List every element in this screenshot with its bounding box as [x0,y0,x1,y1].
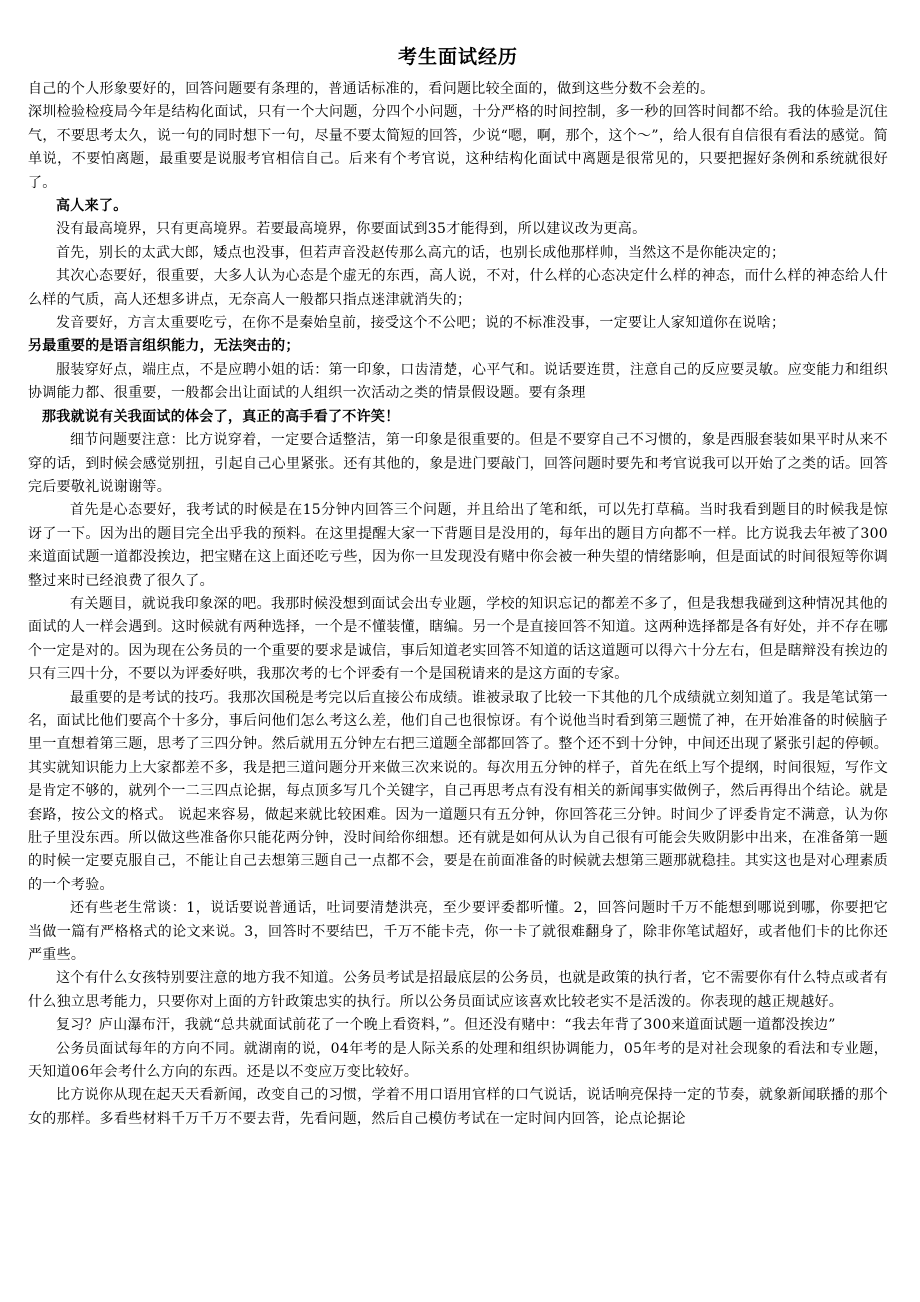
paragraph: 复习？庐山瀑布汗，我就“总共就面试前花了一个晚上看资料，”。但还没有赌中：“我去年背了300来道面试题一道都没挨边” [56,1017,836,1034]
paragraph: 服装穿好点，端庄点，不是应聘小姐的话：第一印象，口齿清楚，心平气和。说话要连贯，注意自己的反应要灵敏。应变能力和组织协调能力都、很重要，一般都会出让面试的人组织一次活动之类的情景假设题。要有条理 [28,361,888,402]
paragraph: 最重要的是考试的技巧。我那次国税是考完以后直接公布成绩。谁被录取了比较一下其他的几个成绩就立刻知道了。我是笔试第一名，面试比他们要高个十多分，事后问他们怎么考这么差，他们自己也很惊讶。有个说他当时看到第三题慌了神，在开始准备的时候脑子里一直想着第三题，思考了三四分钟。然后就用五分钟左右把三道题全部都回答了。整个还不到十分钟，中间还出现了紧张引起的停顿。其实就知识能力上大家都差不多，我是把三道问题分开来做三次来说的。每次用五分钟的样子，首先在纸上写个提纲，时间很短，写作文是肯定不够的，就列个一二三四点论据，每点顶多写几个关键字，自己再思考点有没有相关的新闻事实做例子，然后再得出个结论。就是套路，按公文的格式。 说起来容易，做起来就比较困难。因为一道题只有五分钟，你回答花三分钟。时间少了评委肯定不满意，认为你肚子里没东西。所以做这些准备你只能花两分钟，没时间给你细想。还有就是如何从认为自己很有可能会失败阴影中出来，在准备第一题的时候一定要克服自己，不能让自己去想第三题自己一点都不会，要是在前面准备的时候就去想第三题那就稳挂。其实这也是对心理素质的一个考验。 [28,689,888,893]
paragraph: 其次心态要好，很重要，大多人认为心态是个虚无的东西，高人说，不对，什么样的心态决定什么样的神态，而什么样的神态给人什么样的气质，高人还想多讲点，无奈高人一般都只指点迷津就消失的； [28,268,888,308]
paragraph-heading: 高人来了。 [56,198,128,215]
paragraph: 还有些老生常谈：1，说话要说普通话，吐词要清楚洪亮，至少要评委都听懂。2，回答问题时千万不能想到哪说到哪，你要把它当做一篇有严格格式的论文来说。3，回答时不要结巴，千万不能卡壳，你一卡了就很难翻身了，除非你笔试超好，或者他们卡的比你还严重些。 [28,900,888,964]
paragraph-heading: 那我就说有关我面试的体会了，真正的高手看了不许笑！ [42,408,400,425]
paragraph: 细节问题要注意：比方说穿着，一定要合适整洁，第一印象是很重要的。但是不要穿自己不习惯的，象是西服套装如果平时从来不穿的话，到时候会感觉别扭，引起自己心里紧张。还有其他的，象是进门要敲门，回答问题时要先和考官说我可以开始了之类的话。回答完后要敬礼说谢谢等。 [28,432,888,495]
paragraph-emphasis: 另最重要的是语言组织能力，无法突击的； [28,338,300,355]
paragraph: 公务员面试每年的方向不同。就湖南的说，04年考的是人际关系的处理和组织协调能力，05年考的是对社会现象的看法和专业题，天知道06年会考什么方向的东西。还是以不变应万变比较好。 [28,1040,888,1081]
paragraph: 这个有什么女孩特别要注意的地方我不知道。公务员考试是招最底层的公务员，也就是政策的执行者，它不需要你有什么特点或者有什么独立思考能力，只要你对上面的方针政策忠实的执行。所以公务员面试应该喜欢比较老实不是活泼的。你表现的越正规越好。 [28,970,888,1010]
paragraph: 首先，别长的太武大郎，矮点也没事，但若声音没赵传那么高亢的话，也别长成他那样帅，当然这不是你能决定的； [56,244,786,261]
paragraph: 有关题目，就说我印象深的吧。我那时候没想到面试会出专业题，学校的知识忘记的都差不多了，但是我想我碰到这种情况其他的面试的人一样会遇到。这时候就有两种选择，一个是不懂装懂，瞎编。另一个是直接回答不知道。这两种选择都是各有好处，并不存在哪个一定是对的。因为现在公务员的一个重要的要求是诚信，事后知道老实回答不知道的话这道题可以得六十分左右，但是瞎辩没有挨边的只有三四十分，不要以为评委好哄，我那次考的七个评委有一个是国税请来的是这方面的专家。 [28,595,888,683]
paragraph: 自己的个人形象要好的，回答问题要有条理的，普通话标准的，看问题比较全面的，做到这些分数不会差的。 [28,81,715,97]
paragraph: 发音要好，方言太重要吃亏，在你不是秦始皇前，接受这个不公吧；说的不标准没事，一定要让人家知道你在说啥； [56,315,786,332]
paragraph: 没有最高境界，只有更高境界。若要最高境界，你要面试到35才能得到，所以建议改为更高。 [56,221,647,238]
document-page [28,44,888,1131]
document-title: 考生面试经历 [397,46,518,68]
paragraph: 比方说你从现在起天天看新闻，改变自己的习惯，学着不用口语用官样的口气说话，说话响亮保持一定的节奏，就象新闻联播的那个女的那样。多看些材料千万千万不要去背，先看问题，然后自己模仿考试在一定时间内回答，论点论据论 [28,1087,888,1127]
paragraph: 首先是心态要好，我考试的时候是在15分钟内回答三个问题，并且给出了笔和纸，可以先打草稿。当时我看到题目的时候我是惊讶了一下。因为出的题目完全出乎我的预料。在这里提醒大家一下背题目是没用的，每年出的题目方向都不一样。比方说我去年被了300来道面试题一道都没挨边，把宝赌在这上面还吃亏些，因为你一旦发现没有赌中你会被一种失望的情绪影响，但是面试的时间很短等你调整过来时已经浪费了很久了。 [28,502,888,589]
paragraph: 深圳检验检疫局今年是结构化面试，只有一个大问题，分四个小问题，十分严格的时间控制，多一秒的回答时间都不给。我的体验是沉住气，不要思考太久，说一句的同时想下一句，尽量不要太简短的回答，少说“嗯，啊，那个，这个～”，给人很有自信很有看法的感觉。简单说，不要怕离题，最重要是说服考官相信自己。后来有个考官说，这种结构化面试中离题是很常见的，只要把握好条例和系统就很好了。 [28,104,888,191]
